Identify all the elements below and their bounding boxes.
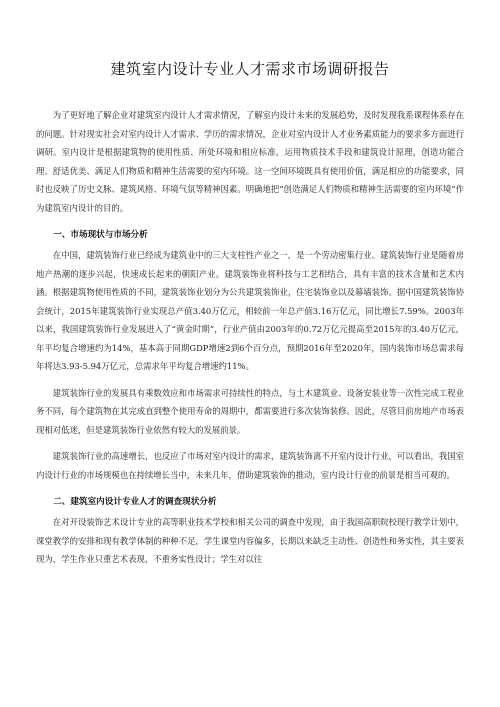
section-heading-market: 一、市场现状与市场分析	[53, 230, 148, 240]
document-title: 建筑室内设计专业人才需求市场调研报告	[110, 60, 390, 78]
section-heading-survey: 二、建筑室内设计专业人才的调查现状分析	[53, 497, 217, 507]
survey-paragraph-1: 在对开设装饰艺术设计专业的高等职业技术学校和相关公司的调查中发现，由于我国高职院校现行教学计划中，课堂教学的安排和现有教学体制的种种不足，学生课堂内容偏多，长期以来缺乏主动性、创造性和务实性，其主要表现为，学生作业只重艺术表现，不重务实性设计；学生对以往	[36, 517, 464, 564]
market-paragraph-1: 在中国，建筑装饰行业已经成为建筑业中的三大支柱性产业之一，是一个劳动密集行业。建筑装饰行业是随着房地产热潮的逐步兴起，快速成长起来的朝阳产业。建筑装饰业将科技与工艺相结合，具有丰富的技术含量和艺术内涵。根据建筑物使用性质的不同，建筑装饰业划分为公共建筑装饰业，住宅装饰业以及幕墙装饰。据中国建筑装饰协会统计，2015年建筑装饰行业实现总产值3.40万亿元，相较前一年总产值3.16万亿元，同比增长7.59%。2003年以来，我国建筑装饰行业发展进入了“黄金时期”，行业产值由2003年的0.72万亿元提高至2015年的3.40万亿元，年平均复合增速约为14%，基本高于同期GDP增速2到6个百分点，预期2016年至2020年，国内装饰市场总需求每年将达3.93-5.94万亿元，总需求年平均复合增速约11%。	[36, 250, 464, 371]
paragraph-gap	[36, 376, 464, 384]
market-paragraph-2: 建筑装饰行业的发展具有乘数效应和市场需求可持续性的特点，与土木建筑业、设备安装业等一次性完成工程业务不同，每个建筑物在其完成直到整个使用寿命的周期中，都需要进行多次装饰装修。因此，尽管目前房地产市场表现相对低迷，但是建筑装饰行业依然有较大的发展前景。	[36, 387, 464, 435]
market-paragraph-3: 建筑装饰行业的高速增长，也反应了市场对室内设计的需求，建筑装饰离不开室内设计行业，可以看出，我国室内设计行业的市场规模也在持续增长当中，未来几年，借助建筑装饰的推动，室内设计行业的前景是相当可观的。	[36, 451, 464, 480]
paragraph-gap	[36, 439, 464, 447]
intro-paragraph: 为了更好地了解企业对建筑室内设计人才需求情况，了解室内设计未来的发展趋势，及时发现我系课程体系存在的问题。针对现实社会对室内设计人才需求、学历的需求情况，企业对室内设计人才业务素质能力的要求多方面进行调研。室内设计是根据建筑物的使用性质、所处环境和相应标准，运用物质技术手段和建筑设计原理，创造功能合理、舒适优美、满足人们物质和精神生活需要的室内环境。这一空间环境既具有使用价值，满足相应的功能要求，同时也反映了历史文脉、建筑风格、环境气氛等精神因素。明确地把“创造满足人们物质和精神生活需要的室内环境”作为建筑室内设计的目的。	[36, 110, 464, 213]
